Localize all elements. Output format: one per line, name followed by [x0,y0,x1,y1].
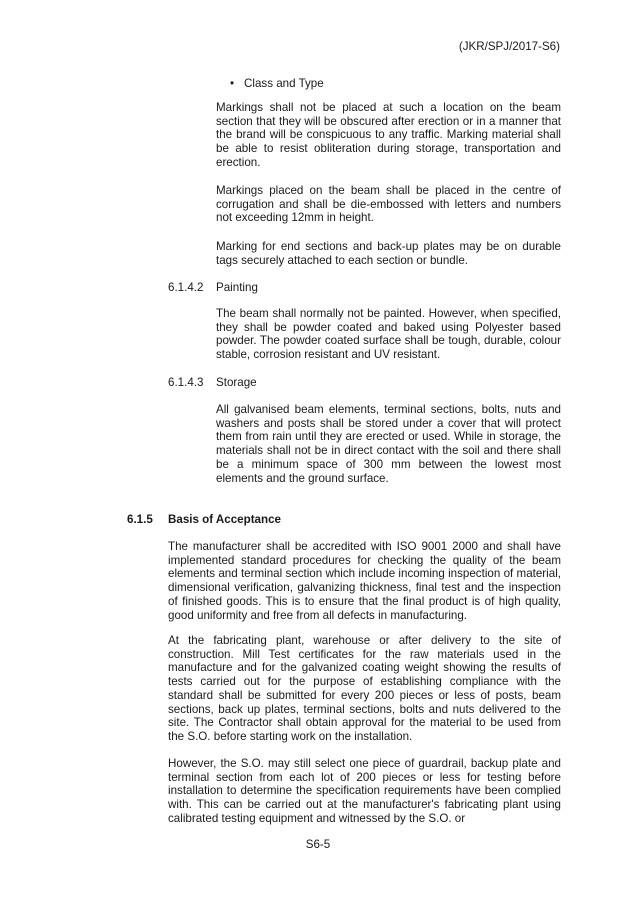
bullet-icon: • [230,77,235,90]
document-reference: (JKR/SPJ/2017-S6) [458,40,560,53]
section-title-storage: Storage [216,376,257,389]
storage-paragraph: All galvanised beam elements, terminal sections, bolts, nuts and washers and posts shall be stored under a cover that will protect them from rain until they are erected or used. While in storage, the materials shall not be in direct contact with the soil and there shall be a minimum space of 300 mm between the lowest most elements and the ground surface. [216,403,561,485]
section-number-painting: 6.1.4.2 [168,281,204,294]
acceptance-paragraph: The manufacturer shall be accredited with ISO 9001 2000 and shall have implemented standard procedures for checking the quality of the beam elements and terminal section which include incoming inspection of material, dimensional verification, galvanizing thickness, final test and the inspection of finished goods. This is to ensure that the final product is of high quality, good uniformity and free from all defects in manufacturing. [168,540,561,622]
section-title-acceptance: Basis of Acceptance [168,513,281,526]
section-number-acceptance: 6.1.5 [127,513,153,526]
bullet-item-class-and-type [230,77,324,91]
painting-paragraph: The beam shall normally not be painted. However, when specified, they shall be powder coated and baked using Polyester based powder. The powder coated surface shall be tough, durable, colour stable, corrosion resistant and UV resistant. [216,307,561,362]
section-number-storage: 6.1.4.3 [168,376,204,389]
marking-paragraph: Marking for end sections and back-up plates may be on durable tags securely attached to each section or bundle. [216,240,561,267]
marking-paragraph: Markings shall not be placed at such a location on the beam section that they will be obscured after erection or in a manner that the brand will be conspicuous to any traffic. Marking material shall be able to resist obliteration during storage, transportation and erection. [216,101,561,169]
section-title-painting: Painting [216,281,258,294]
marking-paragraph: Markings placed on the beam shall be placed in the centre of corrugation and shall be die-embossed with letters and numbers not exceeding 12mm in height. [216,184,561,225]
page-number: S6-5 [305,838,331,851]
bullet-text: Class and Type [244,77,324,90]
acceptance-paragraph: At the fabricating plant, warehouse or after delivery to the site of construction. Mill Test certificates for the raw materials used in the manufacture and for the galvanized coating weight showing the results of tests carried out for the purpose of establishing compliance with the standard shall be submitted for every 200 pieces or less of posts, beam sections, back up plates, terminal sections, bolts and nuts delivered to the site. The Contractor shall obtain approval for the material to be used from the S.O. before starting work on the installation. [168,634,561,743]
acceptance-paragraph: However, the S.O. may still select one piece of guardrail, backup plate and terminal section from each lot of 200 pieces or less for testing before installation to determine the specification requirements have been complied with. This can be carried out at the manufacturer's fabricating plant using calibrated testing equipment and witnessed by the S.O. or [168,757,561,825]
